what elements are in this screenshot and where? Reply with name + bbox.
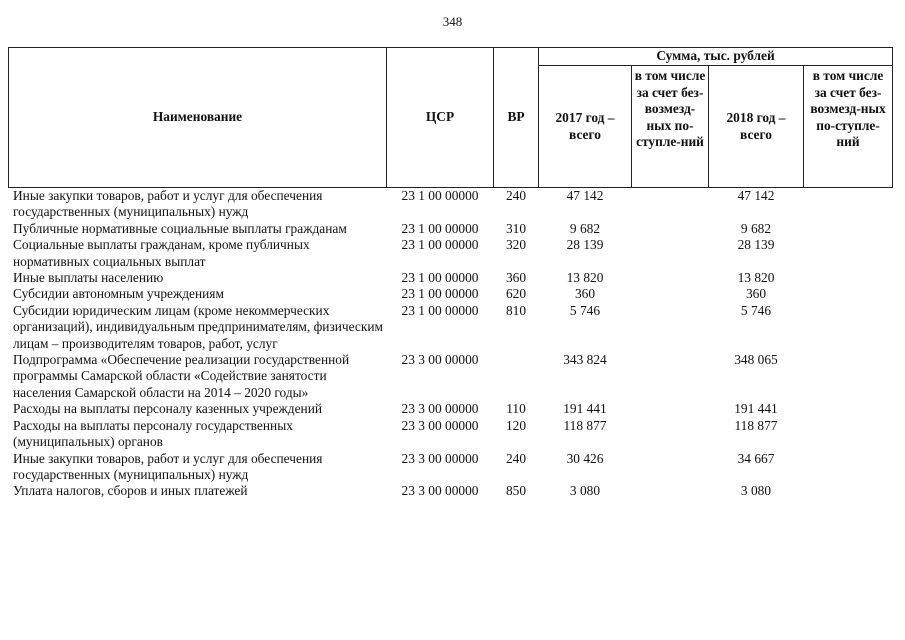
row-2018-free xyxy=(804,286,893,302)
row-vr: 240 xyxy=(505,450,527,466)
row-2017-total: 3 080 xyxy=(569,483,601,499)
row-vr: 120 xyxy=(505,417,527,433)
row-2018-total: 348 065 xyxy=(734,352,778,368)
table-row xyxy=(9,418,893,451)
row-vr: 320 xyxy=(505,237,527,253)
row-2017-total: 360 xyxy=(574,286,596,302)
header-sum: Сумма, тыс. рублей xyxy=(539,48,893,66)
row-vr: 620 xyxy=(505,286,527,302)
table-row xyxy=(9,286,893,302)
row-2018-free xyxy=(804,237,893,270)
row-2018-total: 9 682 xyxy=(740,220,772,236)
page-number: 348 xyxy=(442,14,463,29)
row-csr: 23 1 00 00000 xyxy=(401,188,479,203)
row-2017-free xyxy=(632,483,709,501)
row-2018-free xyxy=(804,221,893,237)
row-2017-free xyxy=(632,451,709,484)
budget-table xyxy=(8,47,893,502)
row-2017-free xyxy=(632,401,709,417)
row-2018-total: 3 080 xyxy=(740,483,772,499)
row-2017-free xyxy=(632,270,709,286)
header-csr: ЦСР xyxy=(387,48,494,188)
row-2018-free xyxy=(804,303,893,352)
row-2017-total: 13 820 xyxy=(566,270,604,286)
row-2017-free xyxy=(632,237,709,270)
header-2018-total: 2018 год – всего xyxy=(709,66,804,188)
row-csr: 23 1 00 00000 xyxy=(401,220,479,236)
table-row xyxy=(9,451,893,484)
row-2018-total: 28 139 xyxy=(737,237,775,253)
table-row xyxy=(9,483,893,501)
row-2018-free xyxy=(804,352,893,401)
row-2018-free xyxy=(804,418,893,451)
row-2018-free xyxy=(804,270,893,286)
row-vr: 360 xyxy=(505,270,527,286)
row-2018-total: 118 877 xyxy=(734,417,778,433)
row-vr: 850 xyxy=(505,483,527,499)
row-2018-free xyxy=(804,451,893,484)
row-name: Иные выплаты населению xyxy=(13,270,164,286)
row-2017-total: 118 877 xyxy=(563,417,607,433)
row-name: Иные закупки товаров, работ и услуг для обеспечения государственных (муниципальных) нужд xyxy=(13,450,323,482)
row-2017-total: 343 824 xyxy=(563,352,607,368)
row-name: Расходы на выплаты персоналу государственных (муниципальных) органов xyxy=(13,417,293,450)
header-2017-free: в том числе за счет без-возмезд-ных по-ступле-ний xyxy=(632,66,709,188)
row-vr: 110 xyxy=(506,401,526,417)
row-name: Субсидии юридическим лицам (кроме некоммерческих организаций), индивидуальным предпринимателям, физическим лицам – производителям товаров, работ, услуг xyxy=(13,302,383,351)
row-name: Социальные выплаты гражданам, кроме публичных нормативных социальных выплат xyxy=(13,237,310,269)
row-2017-free xyxy=(632,352,709,401)
row-csr: 23 3 00 00000 xyxy=(401,417,479,433)
table-body xyxy=(9,188,893,502)
row-2017-free xyxy=(632,286,709,302)
row-csr: 23 1 00 00000 xyxy=(401,286,479,302)
table-row xyxy=(9,221,893,237)
row-2018-total: 47 142 xyxy=(737,188,775,203)
row-2018-free xyxy=(804,401,893,417)
header-vr: ВР xyxy=(494,48,539,188)
row-2018-free xyxy=(804,483,893,501)
row-vr: 310 xyxy=(505,220,527,236)
table-row xyxy=(9,401,893,417)
row-csr: 23 3 00 00000 xyxy=(401,483,479,499)
table-row xyxy=(9,188,893,221)
table-row xyxy=(9,352,893,401)
row-2017-free xyxy=(632,303,709,352)
row-vr: 810 xyxy=(505,302,527,318)
row-2017-free xyxy=(632,418,709,451)
table-row xyxy=(9,270,893,286)
row-csr: 23 3 00 00000 xyxy=(401,450,479,466)
row-name: Субсидии автономным учреждениям xyxy=(13,286,224,302)
row-2018-free xyxy=(804,188,893,221)
row-csr: 23 1 00 00000 xyxy=(401,270,479,286)
row-csr: 23 1 00 00000 xyxy=(401,237,479,253)
row-vr: 240 xyxy=(505,188,527,203)
row-2017-total: 47 142 xyxy=(566,188,604,203)
row-2018-total: 360 xyxy=(745,286,767,302)
row-2017-total: 9 682 xyxy=(569,220,601,236)
row-vr xyxy=(494,352,539,401)
row-2017-total: 28 139 xyxy=(566,237,604,253)
row-2017-total: 191 441 xyxy=(563,401,607,417)
row-2017-free xyxy=(632,221,709,237)
row-2018-total: 34 667 xyxy=(737,450,775,466)
row-2017-total: 30 426 xyxy=(566,450,604,466)
table-row xyxy=(9,237,893,270)
row-csr: 23 1 00 00000 xyxy=(401,302,479,318)
header-name: Наименование xyxy=(9,48,387,188)
row-csr: 23 3 00 00000 xyxy=(401,401,479,417)
row-name: Уплата налогов, сборов и иных платежей xyxy=(13,483,248,499)
header-2017-total: 2017 год – всего xyxy=(539,66,632,188)
header-2018-free: в том числе за счет без-возмезд-ных по-ступле-ний xyxy=(804,66,893,188)
row-2018-total: 5 746 xyxy=(740,302,772,318)
table-row xyxy=(9,303,893,352)
row-2017-free xyxy=(632,188,709,221)
row-name: Иные закупки товаров, работ и услуг для обеспечения государственных (муниципальных) нужд xyxy=(13,188,323,220)
row-csr: 23 3 00 00000 xyxy=(401,352,479,368)
row-name: Подпрограмма «Обеспечение реализации государственной программы Самарской области «Содействие занятости населения Самарской области на 2014 – 2020 годы» xyxy=(13,352,350,400)
row-2017-total: 5 746 xyxy=(569,302,601,318)
row-2018-total: 13 820 xyxy=(737,270,775,286)
table-header xyxy=(9,48,893,188)
row-2018-total: 191 441 xyxy=(734,401,778,417)
row-name: Расходы на выплаты персоналу казенных учреждений xyxy=(13,401,323,417)
row-name: Публичные нормативные социальные выплаты гражданам xyxy=(13,220,347,236)
